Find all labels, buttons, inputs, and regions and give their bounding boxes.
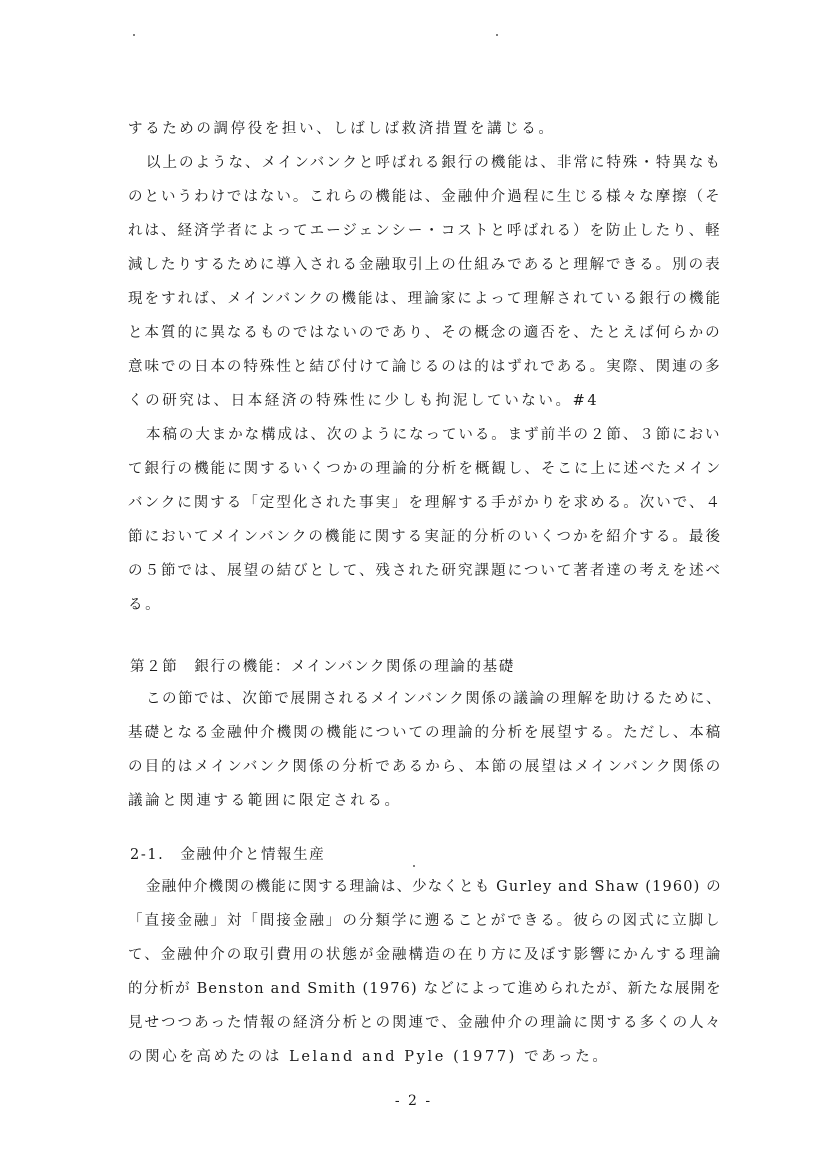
text-line: 金融仲介機関の機能に関する理論は、少なくとも Gurley and Shaw (1960) の: [146, 879, 722, 895]
text-line: くの研究は、日本経済の特殊性に少しも拘泥していない。#4: [128, 393, 600, 409]
text-line: て銀行の機能に関するいくつかの理論的分析を概観し、そこに上に述べたメイン: [128, 461, 723, 477]
text-line: れは、経済学者によってエージェンシー・コストと呼ばれる）を防止したり、軽: [128, 223, 722, 239]
text-line: するための調停役を担い、しばしば救済措置を講じる。: [128, 121, 556, 137]
text-line: 現をすれば、メインバンクの機能は、理論家によって理解されている銀行の機能: [128, 291, 723, 307]
text-line: 本稿の大まかな構成は、次のようになっている。まず前半の２節、３節におい: [146, 427, 722, 443]
text-line: て、金融仲介の取引費用の状態が金融構造の在り方に及ぼす影響にかんする理論: [128, 947, 723, 963]
text-line: この節では、次節で展開されるメインバンク関係の議論の理解を助けるために、: [146, 691, 723, 707]
text-line: 以上のような、メインバンクと呼ばれる銀行の機能は、非常に特殊・特異なも: [146, 155, 722, 171]
text-line: 議論と関連する範囲に限定される。: [128, 793, 402, 809]
scan-speck: [133, 34, 135, 36]
subsection-heading: 2-1. 金融仲介と情報生産: [130, 847, 326, 863]
text-line: 節においてメインバンクの機能に関する実証的分析のいくつかを紹介する。最後: [128, 529, 723, 545]
text-line: 「直接金融」対「間接金融」の分類学に遡ることができる。彼らの図式に立脚し: [128, 913, 722, 929]
text-line: 減したりするために導入される金融取引上の仕組みであると理解できる。別の表: [128, 257, 722, 273]
page-number: - 2 -: [394, 1093, 433, 1109]
text-line: る。: [128, 597, 163, 613]
text-line: のというわけではない。これらの機能は、金融仲介過程に生じる様々な摩擦（そ: [128, 189, 722, 205]
text-line: 意味での日本の特殊性と結び付けて論じるのは的はずれである。実際、関連の多: [128, 359, 722, 375]
text-line: バンクに関する「定型化された事実」を理解する手がかりを求める。次いで、４: [128, 495, 723, 511]
text-line: 的分析が Benston and Smith (1976) などによって進められたが、新たな展開を: [128, 981, 722, 997]
text-line: と本質的に異なるものではないのであり、その概念の適否を、たとえば何らかの: [128, 325, 722, 341]
text-line: 基礎となる金融仲介機関の機能についての理論的分析を展望する。ただし、本稿: [128, 725, 723, 741]
text-line: の関心を高めたのは Leland and Pyle (1977) であった。: [128, 1049, 610, 1065]
scan-speck: [413, 865, 415, 867]
text-line: の目的はメインバンク関係の分析であるから、本節の展望はメインバンク関係の: [128, 759, 723, 775]
scan-speck: [496, 34, 498, 36]
section-heading: 第２節 銀行の機能：メインバンク関係の理論的基礎: [130, 659, 515, 675]
text-line: 見せつつあった情報の経済分析との関連で、金融仲介の理論に関する多くの人々: [128, 1015, 723, 1031]
text-line: の５節では、展望の結びとして、残された研究課題について著者達の考えを述べ: [128, 563, 723, 579]
